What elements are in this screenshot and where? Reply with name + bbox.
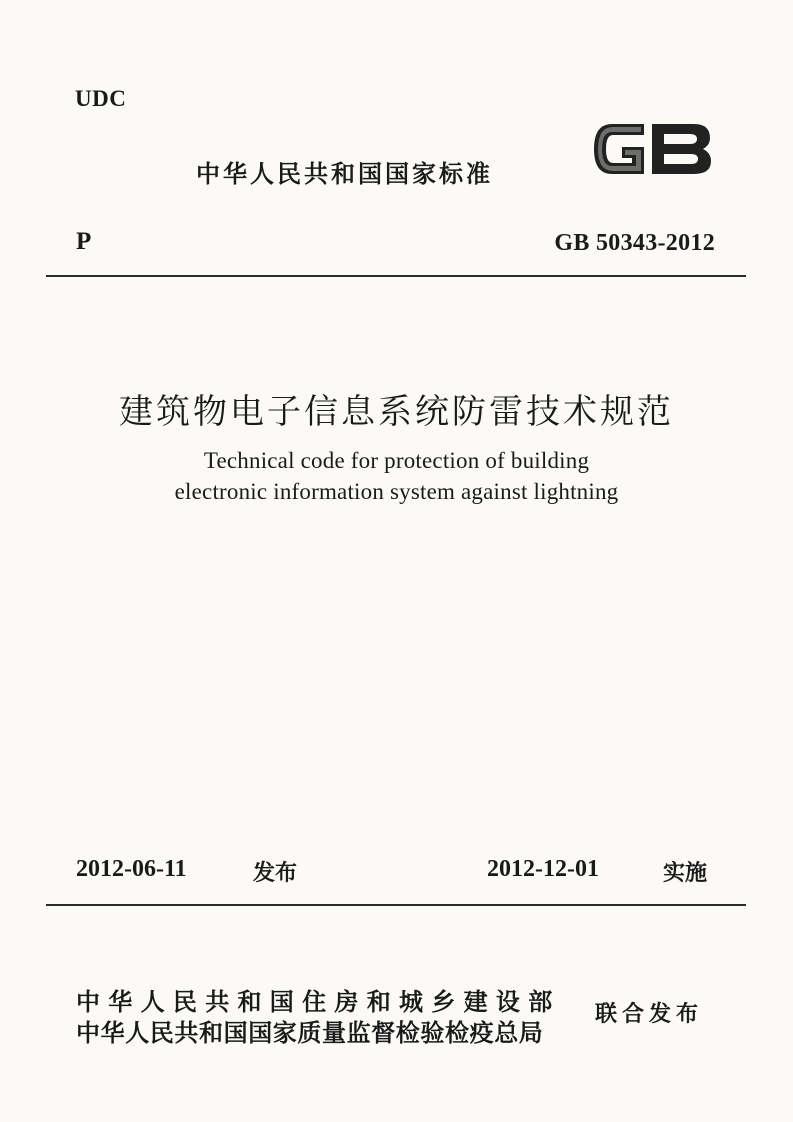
gb-logo-icon	[586, 114, 716, 184]
implementation-label: 实施	[663, 861, 708, 886]
issuer-aqsiq: 中华人民共和国国家质量监督检验检疫总局	[76, 1019, 544, 1047]
title-english-line-1: Technical code for protection of building	[203, 448, 590, 473]
category-code: P	[76, 228, 92, 255]
implementation-date: 2012-12-01	[487, 856, 599, 882]
issue-date: 2012-06-11	[76, 856, 187, 882]
standard-number: GB 50343-2012	[554, 230, 715, 256]
title-english-line-2: electronic information system against lightning	[174, 479, 619, 504]
issue-label: 发布	[253, 861, 298, 886]
title-chinese: 建筑物电子信息系统防雷技术规范	[119, 392, 674, 432]
bottom-divider	[46, 904, 746, 906]
joint-issue-label: 联合发布	[595, 1002, 704, 1027]
issuer-ministry: 中华人民共和国住房和城乡建设部	[76, 988, 561, 1016]
udc-label: UDC	[75, 86, 127, 111]
national-standard-heading: 中华人民共和国国家标准	[196, 160, 493, 188]
top-divider	[46, 275, 746, 277]
